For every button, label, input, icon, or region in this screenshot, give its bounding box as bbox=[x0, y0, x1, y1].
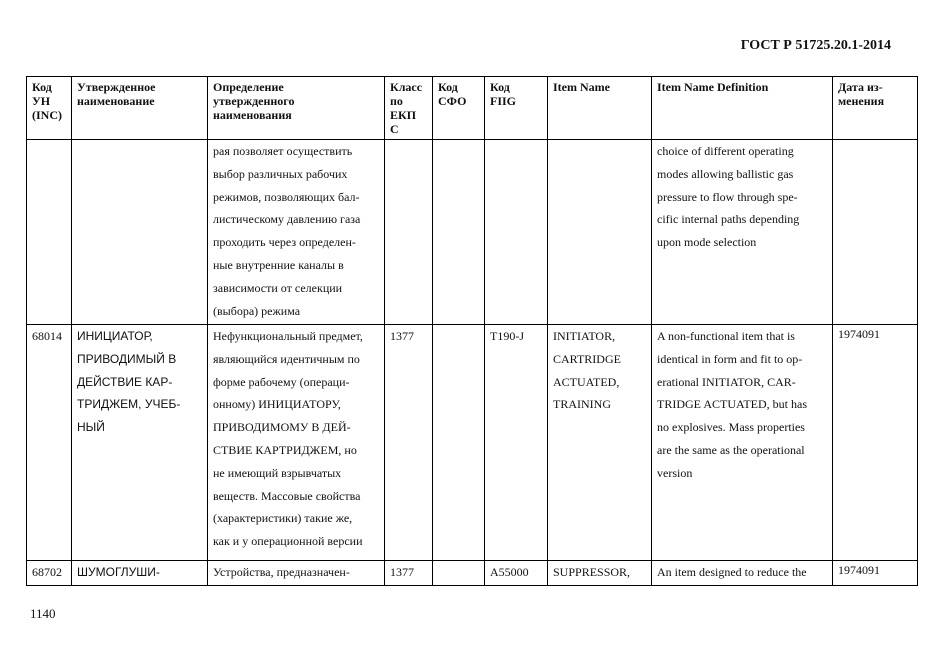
header-fiig: Код FIIG bbox=[485, 77, 548, 140]
cell-class bbox=[385, 140, 433, 325]
table-header-row bbox=[27, 77, 918, 140]
cell-approved-name bbox=[72, 140, 208, 325]
header-item-name: Item Name bbox=[548, 77, 652, 140]
header-date: Дата из- менения bbox=[833, 77, 918, 140]
cell-item-name bbox=[548, 140, 652, 325]
page-number: 1140 bbox=[30, 606, 56, 621]
cell-inc: 68014 bbox=[27, 325, 72, 561]
cell-date bbox=[833, 140, 918, 325]
cell-sfo bbox=[433, 140, 485, 325]
table-row bbox=[27, 140, 918, 325]
header-inc: Код УН (INC) bbox=[27, 77, 72, 140]
table-row bbox=[27, 561, 918, 586]
cell-inc: 68702 bbox=[27, 561, 72, 586]
cell-definition: Устройства, предназначен- bbox=[208, 561, 385, 586]
header-definition: Определение утвержденного наименования bbox=[208, 77, 385, 140]
cell-sfo bbox=[433, 561, 485, 586]
cell-sfo bbox=[433, 325, 485, 561]
table-row bbox=[27, 325, 918, 561]
cell-item-name: INITIATOR, CARTRIDGE ACTUATED, TRAINING bbox=[548, 325, 652, 561]
cell-fiig: A55000 bbox=[485, 561, 548, 586]
document-title: ГОСТ Р 51725.20.1-2014 bbox=[740, 38, 891, 53]
cell-item-definition: choice of different operating modes allowing ballistic gas pressure to flow through spe- cific internal paths depending upon mode selection bbox=[652, 140, 833, 325]
header-sfo: Код СФО bbox=[433, 77, 485, 140]
cell-definition: рая позволяет осуществить выбор различных рабочих режимов, позволяющих бал- листическому давлению газа проходить через определен- ные внутренние каналы в зависимости от селекции (выбора) режима bbox=[208, 140, 385, 325]
cell-item-definition: An item designed to reduce the bbox=[652, 561, 833, 586]
cell-date: 1974091 bbox=[833, 325, 918, 561]
catalog-table bbox=[26, 76, 918, 586]
header-approved-name: Утвержденное наименование bbox=[72, 77, 208, 140]
cell-class: 1377 bbox=[385, 325, 433, 561]
cell-definition: Нефункциональный предмет, являющийся идентичным по форме рабочему (операци- онному) ИНИЦИАТОРУ, ПРИВОДИМОМУ В ДЕЙ- СТВИЕ КАРТРИДЖЕМ, но не имеющий взрывчатых веществ. Массовые свойства (характеристики) такие же, как и у операционной версии bbox=[208, 325, 385, 561]
cell-date: 1974091 bbox=[833, 561, 918, 586]
cell-class: 1377 bbox=[385, 561, 433, 586]
cell-approved-name: ШУМОГЛУШИ- bbox=[72, 561, 208, 586]
header-class: Класс по ЕКП С bbox=[385, 77, 433, 140]
cell-item-definition: A non-functional item that is identical in form and fit to op- erational INITIATOR, CAR- TRIDGE ACTUATED, but has no explosives. Mass properties are the same as the operational version bbox=[652, 325, 833, 561]
cell-fiig bbox=[485, 140, 548, 325]
cell-inc bbox=[27, 140, 72, 325]
header-item-definition: Item Name Definition bbox=[652, 77, 833, 140]
cell-item-name: SUPPRESSOR, bbox=[548, 561, 652, 586]
cell-fiig: T190-J bbox=[485, 325, 548, 561]
cell-approved-name: ИНИЦИАТОР, ПРИВОДИМЫЙ В ДЕЙСТВИЕ КАР- ТРИДЖЕМ, УЧЕБ- НЫЙ bbox=[72, 325, 208, 561]
